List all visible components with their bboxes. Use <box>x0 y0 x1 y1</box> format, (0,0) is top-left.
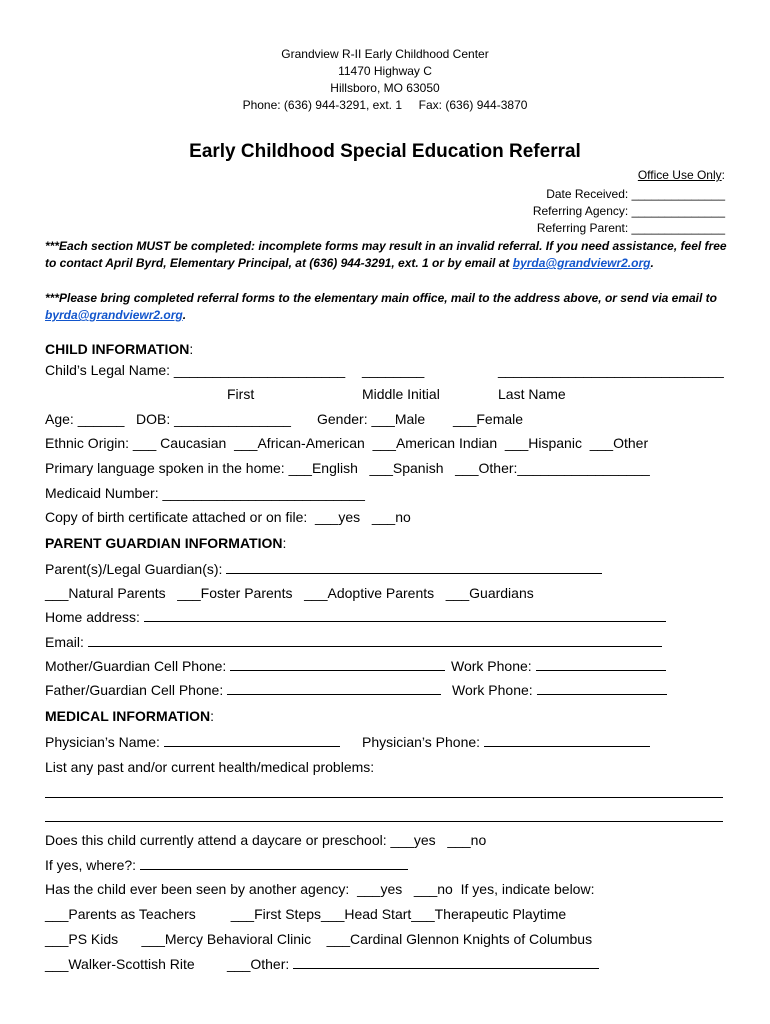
notice-assistance: ***Each section MUST be completed: incomplete forms may result in an invalid referral. If you need assistance, feel free to contact April Byrd, Elementary Principal, at (636) 944-3291, ext. 1 or by email at byrda@grandviewr2.org. <box>45 239 727 270</box>
school-phone-fax: Phone: (636) 944-3291, ext. 1 Fax: (636) 944-3870 <box>242 98 528 112</box>
father-work-phone-field[interactable]: Work Phone: <box>452 682 667 698</box>
mother-work-phone-field[interactable]: Work Phone: <box>451 658 666 674</box>
email-field[interactable]: Email: <box>45 634 662 650</box>
agency-options-row-1[interactable]: ___Parents as Teachers ___First Steps___Head Start___Therapeutic Playtime <box>45 906 567 922</box>
school-name: Grandview R-II Early Childhood Center <box>281 47 489 61</box>
office-use-label: Office Use Only: <box>637 168 725 182</box>
gender-female-option[interactable]: ___Female <box>453 411 524 427</box>
father-cell-phone-field[interactable]: Father/Guardian Cell Phone: <box>45 682 441 698</box>
health-problems-label: List any past and/or current health/medical problems: <box>45 759 375 775</box>
middle-initial-field[interactable]: ________ <box>362 362 425 378</box>
child-legal-name-field[interactable]: Child’s Legal Name: ______________________ <box>45 362 346 378</box>
school-street: 11470 Highway C <box>338 64 432 78</box>
physician-phone-field[interactable]: Physician’s Phone: <box>362 734 650 750</box>
child-info-heading: CHILD INFORMATION: <box>45 341 194 357</box>
email-link-2[interactable]: byrda@grandviewr2.org <box>45 308 183 322</box>
daycare-location-field[interactable]: If yes, where?: <box>45 857 408 873</box>
primary-language-field[interactable]: Primary language spoken in the home: ___English ___Spanish ___Other:_________________ <box>45 460 650 476</box>
health-problems-line-2[interactable] <box>45 821 723 822</box>
notice-submission: ***Please bring completed referral forms to the elementary main office, mail to the address above, or send via email to byrda@grandviewr2.org. <box>45 291 717 322</box>
birth-certificate-field[interactable]: Copy of birth certificate attached or on file: ___yes ___no <box>45 509 411 525</box>
parent-info-heading: PARENT GUARDIAN INFORMATION: <box>45 535 287 551</box>
other-agency-field[interactable]: Has the child ever been seen by another agency: ___yes ___no If yes, indicate below: <box>45 881 595 897</box>
ethnic-origin-field[interactable]: Ethnic Origin: ___ Caucasian ___African-American ___American Indian ___Hispanic ___Other <box>45 435 649 451</box>
middle-initial-label: Middle Initial <box>362 386 440 402</box>
referring-parent-field[interactable]: Referring Parent: ______________ <box>536 221 725 235</box>
medicaid-number-field[interactable]: Medicaid Number: __________________________ <box>45 485 365 501</box>
home-address-field[interactable]: Home address: <box>45 609 666 625</box>
walker-scottish-rite-option[interactable]: ___Walker-Scottish Rite <box>45 956 195 972</box>
health-problems-line-1[interactable] <box>45 797 723 798</box>
legal-guardians-field[interactable]: Parent(s)/Legal Guardian(s): <box>45 561 602 577</box>
email-link[interactable]: byrda@grandviewr2.org <box>512 256 651 270</box>
guardian-type-options[interactable]: ___Natural Parents ___Foster Parents ___Adoptive Parents ___Guardians <box>45 585 534 601</box>
dob-field[interactable]: DOB: _______________ <box>136 411 291 427</box>
last-name-label: Last Name <box>498 386 566 402</box>
mother-cell-phone-field[interactable]: Mother/Guardian Cell Phone: <box>45 658 445 674</box>
daycare-field[interactable]: Does this child currently attend a daycare or preschool: ___yes ___no <box>45 832 487 848</box>
age-field[interactable]: Age: ______ <box>45 411 125 427</box>
referring-agency-field[interactable]: Referring Agency: ______________ <box>532 204 725 218</box>
other-agency-option[interactable]: ___Other: <box>227 956 599 972</box>
agency-options-row-2[interactable]: ___PS Kids ___Mercy Behavioral Clinic ___Cardinal Glennon Knights of Columbus <box>45 931 593 947</box>
form-title: Early Childhood Special Education Referral <box>189 141 581 162</box>
school-city: Hillsboro, MO 63050 <box>330 81 440 95</box>
physician-name-field[interactable]: Physician’s Name: <box>45 734 340 750</box>
medical-info-heading: MEDICAL INFORMATION: <box>45 708 215 724</box>
last-name-field[interactable]: _____________________________ <box>498 362 724 378</box>
first-label: First <box>227 386 255 402</box>
date-received-field[interactable]: Date Received: ______________ <box>546 187 725 201</box>
gender-male-option[interactable]: Gender: ___Male <box>317 411 426 427</box>
